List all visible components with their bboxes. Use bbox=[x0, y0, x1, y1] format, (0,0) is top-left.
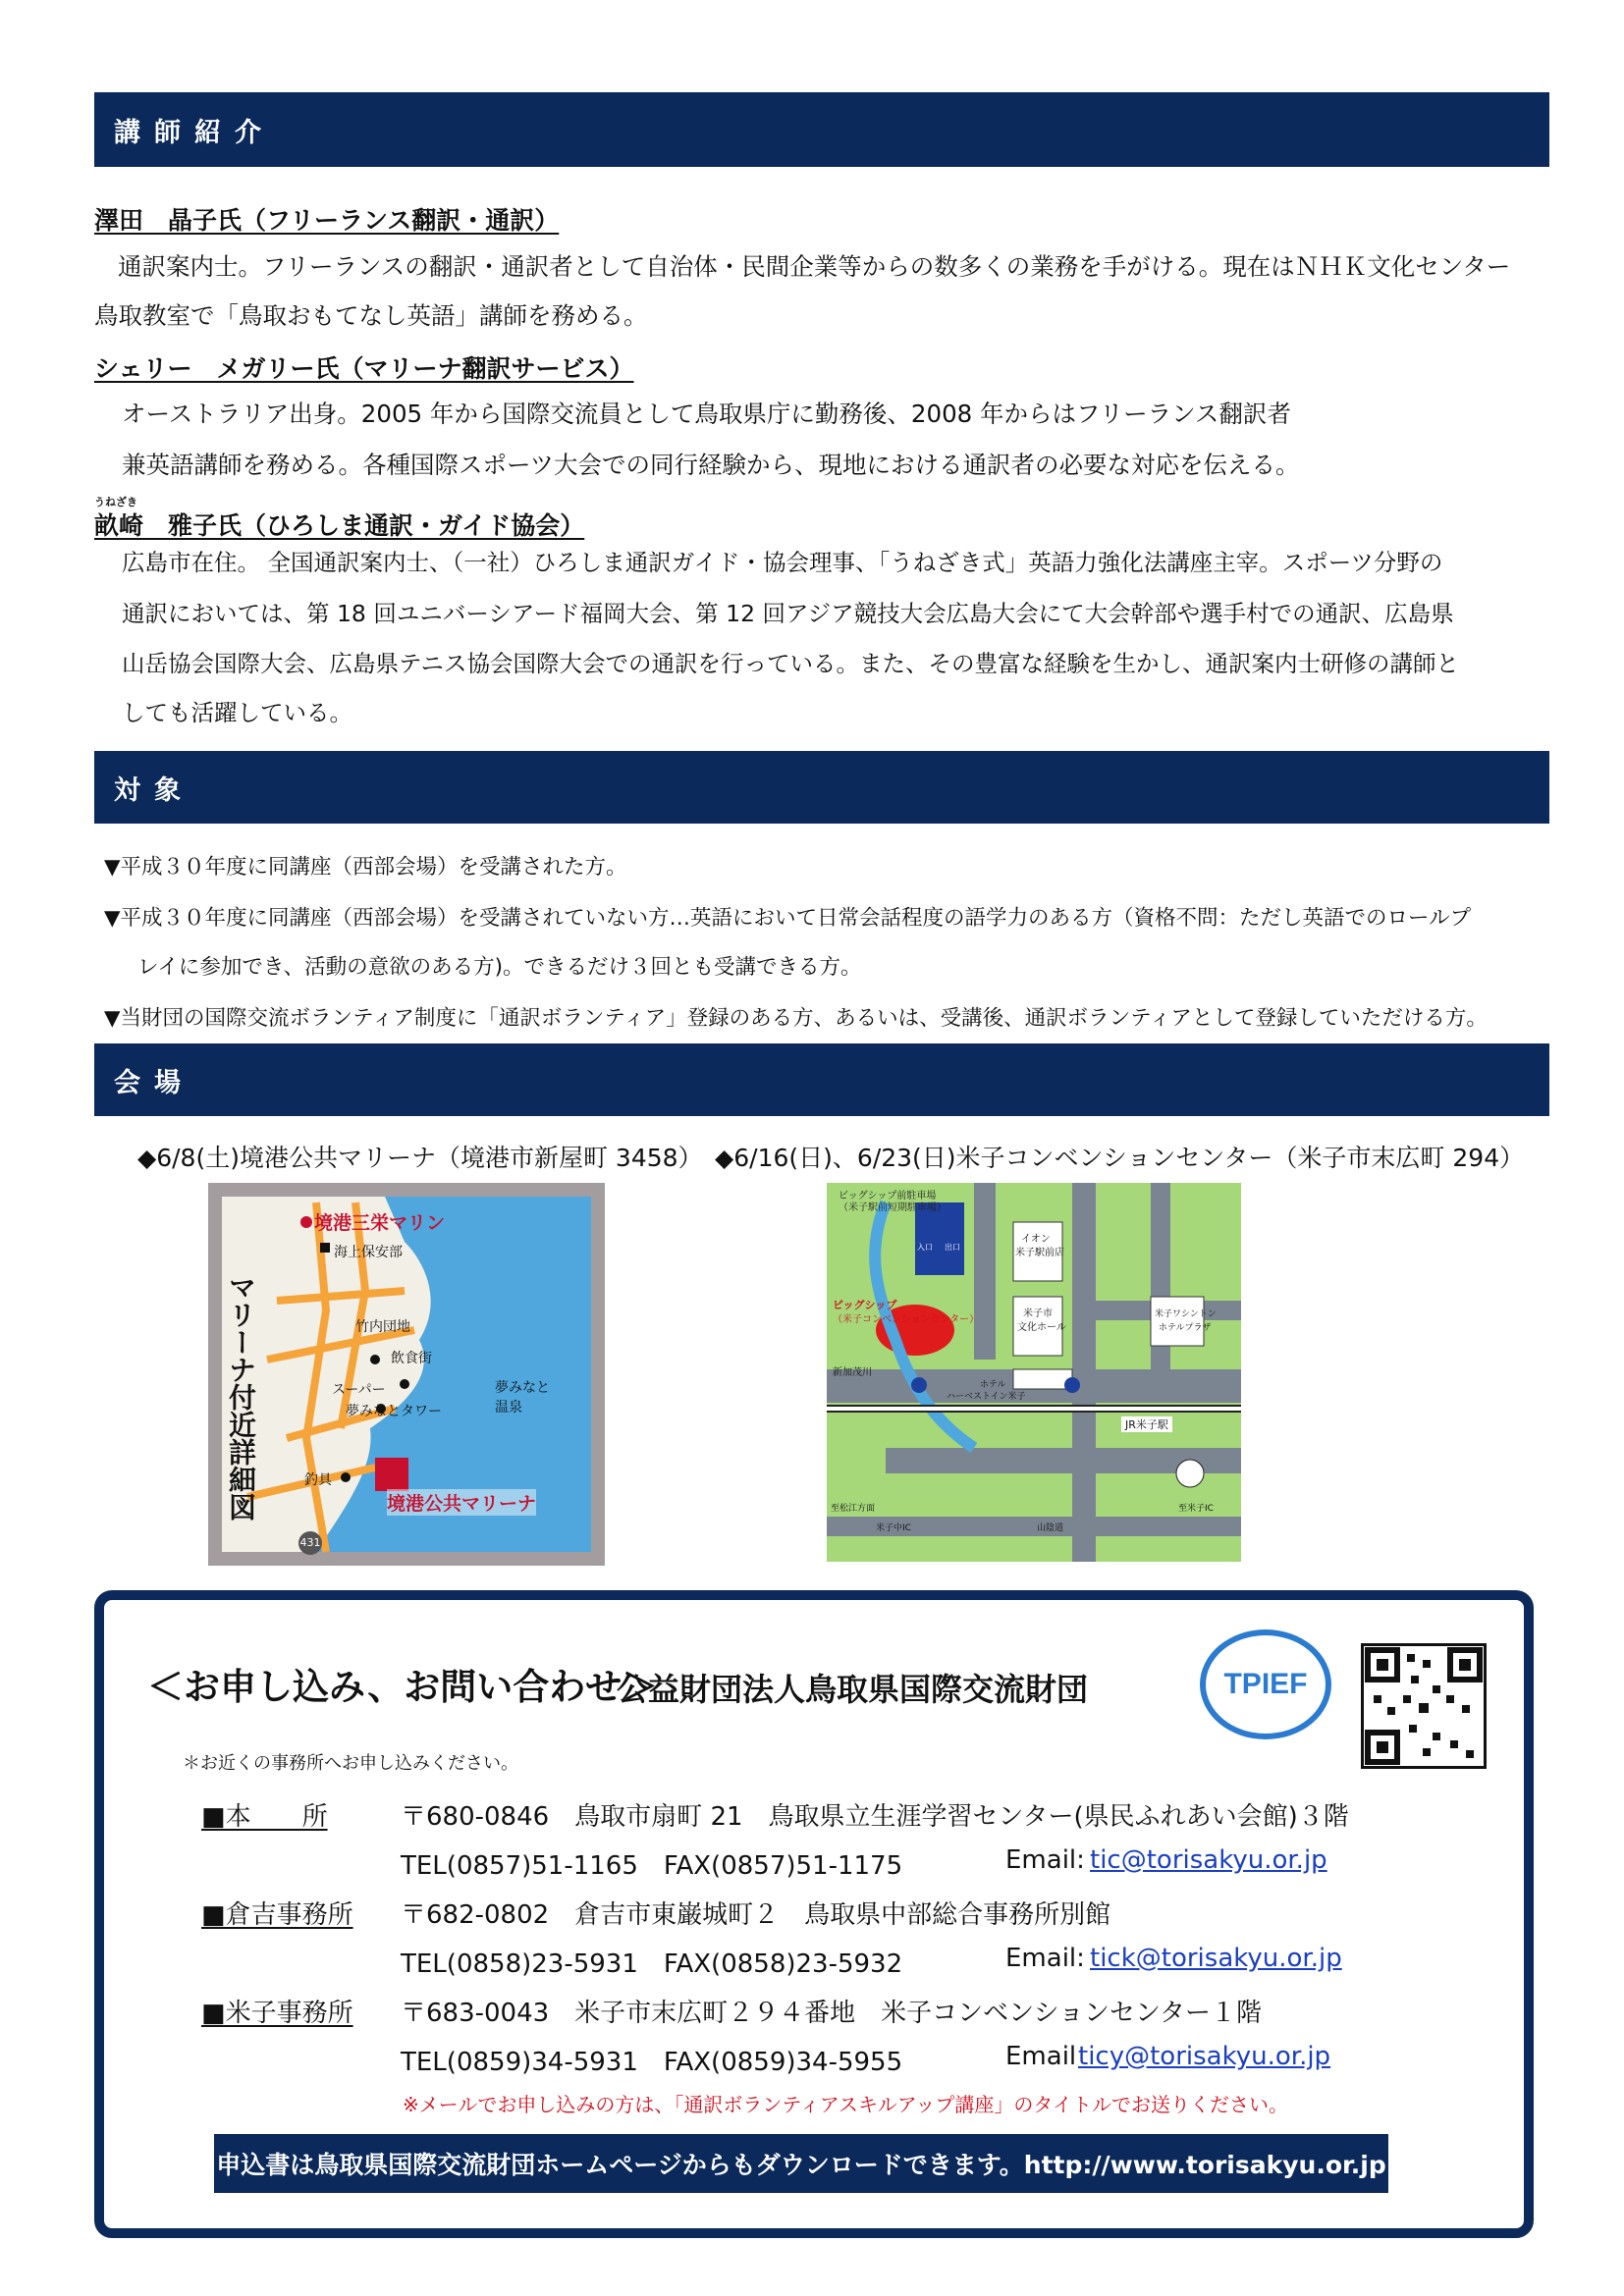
lecturer-bio-line: 山岳協会国際大会、広島県テニス協会国際大会での通訳を行っている。また、その豊富な経験を生かし、通訳案内士研修の講師と bbox=[122, 650, 1460, 677]
lecturer-name-unezaki: 畝崎 雅子氏（ひろしま通訳・ガイド協会） bbox=[94, 511, 585, 540]
map2-label-hotel-sub: ハーベストイン米子 bbox=[947, 1392, 1026, 1402]
marina-map bbox=[208, 1183, 605, 1566]
map-label-coast-guard: 海上保安部 bbox=[334, 1245, 403, 1260]
email-label: Email: bbox=[1005, 1944, 1085, 1973]
venue-dates: ◆6/8(土)境港公共マリーナ（境港市新屋町 3458） ◆6/16(日)、6/23(日)米子コンベンションセンター（米子市末広町 294） bbox=[137, 1144, 1525, 1172]
contact-heading: ＜お申し込み、お問い合わせ＞ bbox=[147, 1666, 659, 1708]
map-label-public-marina: 境港公共マリーナ bbox=[387, 1489, 536, 1516]
lecturer-bio-line: 広島市在住。 全国通訳案内士、（一社）ひろしま通訳ガイド・協会理事、「うねざき式」英語力強化法講座主宰。スポーツ分野の bbox=[122, 549, 1443, 576]
map-label-onsen: 夢みなと温泉 bbox=[495, 1380, 550, 1415]
tpief-logo-text: TPIEF bbox=[1223, 1668, 1308, 1700]
lecturer-bio-line: オーストラリア出身。2005 年から国際交流員として鳥取県庁に勤務後、2008 年からはフリーランス翻訳者 bbox=[122, 400, 1291, 428]
map-label-fishing: 釣具 bbox=[304, 1472, 332, 1488]
tpief-logo bbox=[1200, 1629, 1331, 1739]
map-label-takeuchi: 竹内団地 bbox=[355, 1319, 410, 1335]
office-label-main: ■本 所 bbox=[201, 1802, 328, 1832]
section-header-target: 対象 bbox=[94, 751, 1549, 824]
contact-note: ＊お近くの事務所へお申し込みください。 bbox=[183, 1753, 518, 1774]
lecturer-name-ruby: うねざき bbox=[94, 496, 137, 508]
email-instruction-note: ※メールでお申し込みの方は、「通訳ボランティアスキルアップ講座」のタイトルでお送りください。 bbox=[403, 2093, 1288, 2116]
map2-label-hotel: ホテル bbox=[980, 1380, 1006, 1390]
map2-label-kamogawa: 新加茂川 bbox=[833, 1367, 872, 1378]
target-item: ▼平成３０年度に同講座（西部会場）を受講されていない方…英語において日常会話程度の語学力のある方（資格不問：ただし英語でのロールプ bbox=[104, 906, 1472, 931]
office-address: 〒683-0043 米子市末広町２９４番地 米子コンベンションセンター１階 bbox=[401, 1999, 1262, 2028]
map-label-supermarket: スーパー bbox=[332, 1382, 386, 1398]
target-item: ▼平成３０年度に同講座（西部会場）を受講された方。 bbox=[104, 855, 627, 880]
target-item-continued: レイに参加でき、活動の意欲のある方)。できるだけ３回とも受講できる方。 bbox=[137, 955, 862, 980]
map-label-yumeminato-tower: 夢みなとタワー bbox=[346, 1404, 442, 1419]
map-title: マリーナ付近詳細図 bbox=[225, 1273, 257, 1521]
section-header-venue: 会場 bbox=[94, 1043, 1549, 1116]
map2-label-to-yonago-ic: 至米子IC bbox=[1178, 1504, 1214, 1514]
map2-label-aeon-sub: 米子駅前店 bbox=[1015, 1248, 1064, 1258]
map2-label-entrance: 入口 bbox=[917, 1243, 933, 1252]
office-tel-fax: TEL(0858)23-5931 FAX(0858)23-5932 bbox=[401, 1949, 903, 1979]
map-label-sanei-marine: 境港三栄マリン bbox=[314, 1212, 446, 1234]
map2-label-parking-sub: （米子駅前短期駐車場） bbox=[839, 1202, 947, 1213]
office-label-kurayoshi: ■倉吉事務所 bbox=[201, 1900, 353, 1930]
qr-code-icon bbox=[1361, 1643, 1487, 1769]
lecturer-name-sawada: 澤田 晶子氏（フリーランス翻訳・通訳） bbox=[94, 206, 560, 235]
lecturer-bio-line: 通訳案内士。フリーランスの翻訳・通訳者として自治体・民間企業等からの数多くの業務を手がける。現在はＮＨＫ文化センター bbox=[118, 252, 1511, 281]
office-address: 〒680-0846 鳥取市扇町 21 鳥取県立生涯学習センター(県民ふれあい会館)３階 bbox=[401, 1802, 1349, 1832]
office-tel-fax: TEL(0857)51-1165 FAX(0857)51-1175 bbox=[401, 1851, 903, 1881]
email-link-kurayoshi[interactable]: tick@torisakyu.or.jp bbox=[1090, 1944, 1342, 1973]
map2-label-washington-sub: ホテルプラザ bbox=[1159, 1323, 1212, 1333]
map2-label-exit: 出口 bbox=[945, 1243, 960, 1252]
office-address: 〒682-0802 倉吉市東巌城町２ 鳥取県中部総合事務所別館 bbox=[401, 1900, 1111, 1930]
map2-label-parking: ビッグシップ前駐車場 bbox=[839, 1191, 937, 1201]
map2-label-culture-hall-sub: 文化ホール bbox=[1017, 1322, 1066, 1333]
lecturer-name-megarry: シェリー メガリー氏（マリーナ翻訳サービス） bbox=[94, 354, 634, 383]
target-item: ▼当財団の国際交流ボランティア制度に「通訳ボランティア」登録のある方、あるいは、受講後、通訳ボランティアとして登録していただける方。 bbox=[104, 1006, 1488, 1031]
map2-label-bigship: ビッグシップ bbox=[833, 1299, 897, 1311]
download-banner[interactable]: 申込書は鳥取県国際交流財団ホームページからもダウンロードできます。http://www.torisakyu.or.jp bbox=[214, 2134, 1388, 2193]
contact-organization: 公益財団法人鳥取県国際交流財団 bbox=[617, 1671, 1089, 1708]
email-label: Email bbox=[1005, 2042, 1077, 2071]
map2-label-jr-station: JR米子駅 bbox=[1121, 1416, 1172, 1432]
lecturer-bio-line: しても活躍している。 bbox=[122, 699, 352, 726]
yonago-map bbox=[827, 1183, 1241, 1562]
map2-label-aeon: イオン bbox=[1021, 1234, 1051, 1245]
lecturer-bio-line: 通訳においては、第 18 回ユニバーシアード福岡大会、第 12 回アジア競技大会広島大会にて大会幹部や選手村での通訳、広島県 bbox=[122, 600, 1454, 627]
section-header-lecturers: 講師紹介 bbox=[94, 92, 1549, 167]
map2-label-yonagonaka-ic: 米子中IC bbox=[876, 1523, 911, 1533]
email-label: Email: bbox=[1005, 1845, 1085, 1875]
lecturer-bio-line: 兼英語講師を務める。各種国際スポーツ大会での同行経験から、現地における通訳者の必要な対応を伝える。 bbox=[122, 451, 1300, 479]
email-link-main[interactable]: tic@torisakyu.or.jp bbox=[1090, 1845, 1327, 1875]
route-431-badge: 431 bbox=[299, 1536, 321, 1549]
qr-code-graphic bbox=[1364, 1646, 1484, 1766]
office-label-yonago: ■米子事務所 bbox=[201, 1999, 353, 2028]
map2-label-bigship-sub: （米子コンベンションセンター） bbox=[833, 1314, 980, 1325]
map2-label-to-matsue: 至松江方面 bbox=[831, 1504, 876, 1514]
map2-label-sanin-road: 山陰道 bbox=[1037, 1523, 1064, 1533]
email-link-yonago[interactable]: ticy@torisakyu.or.jp bbox=[1078, 2042, 1331, 2071]
map2-label-washington: 米子ワシントン bbox=[1155, 1309, 1217, 1319]
map-label-restaurants: 飲食街 bbox=[391, 1351, 432, 1366]
map2-label-culture-hall: 米子市 bbox=[1023, 1308, 1053, 1319]
lecturer-bio-line: 鳥取教室で「鳥取おもてなし英語」講師を務める。 bbox=[94, 301, 648, 330]
office-tel-fax: TEL(0859)34-5931 FAX(0859)34-5955 bbox=[401, 2048, 903, 2077]
